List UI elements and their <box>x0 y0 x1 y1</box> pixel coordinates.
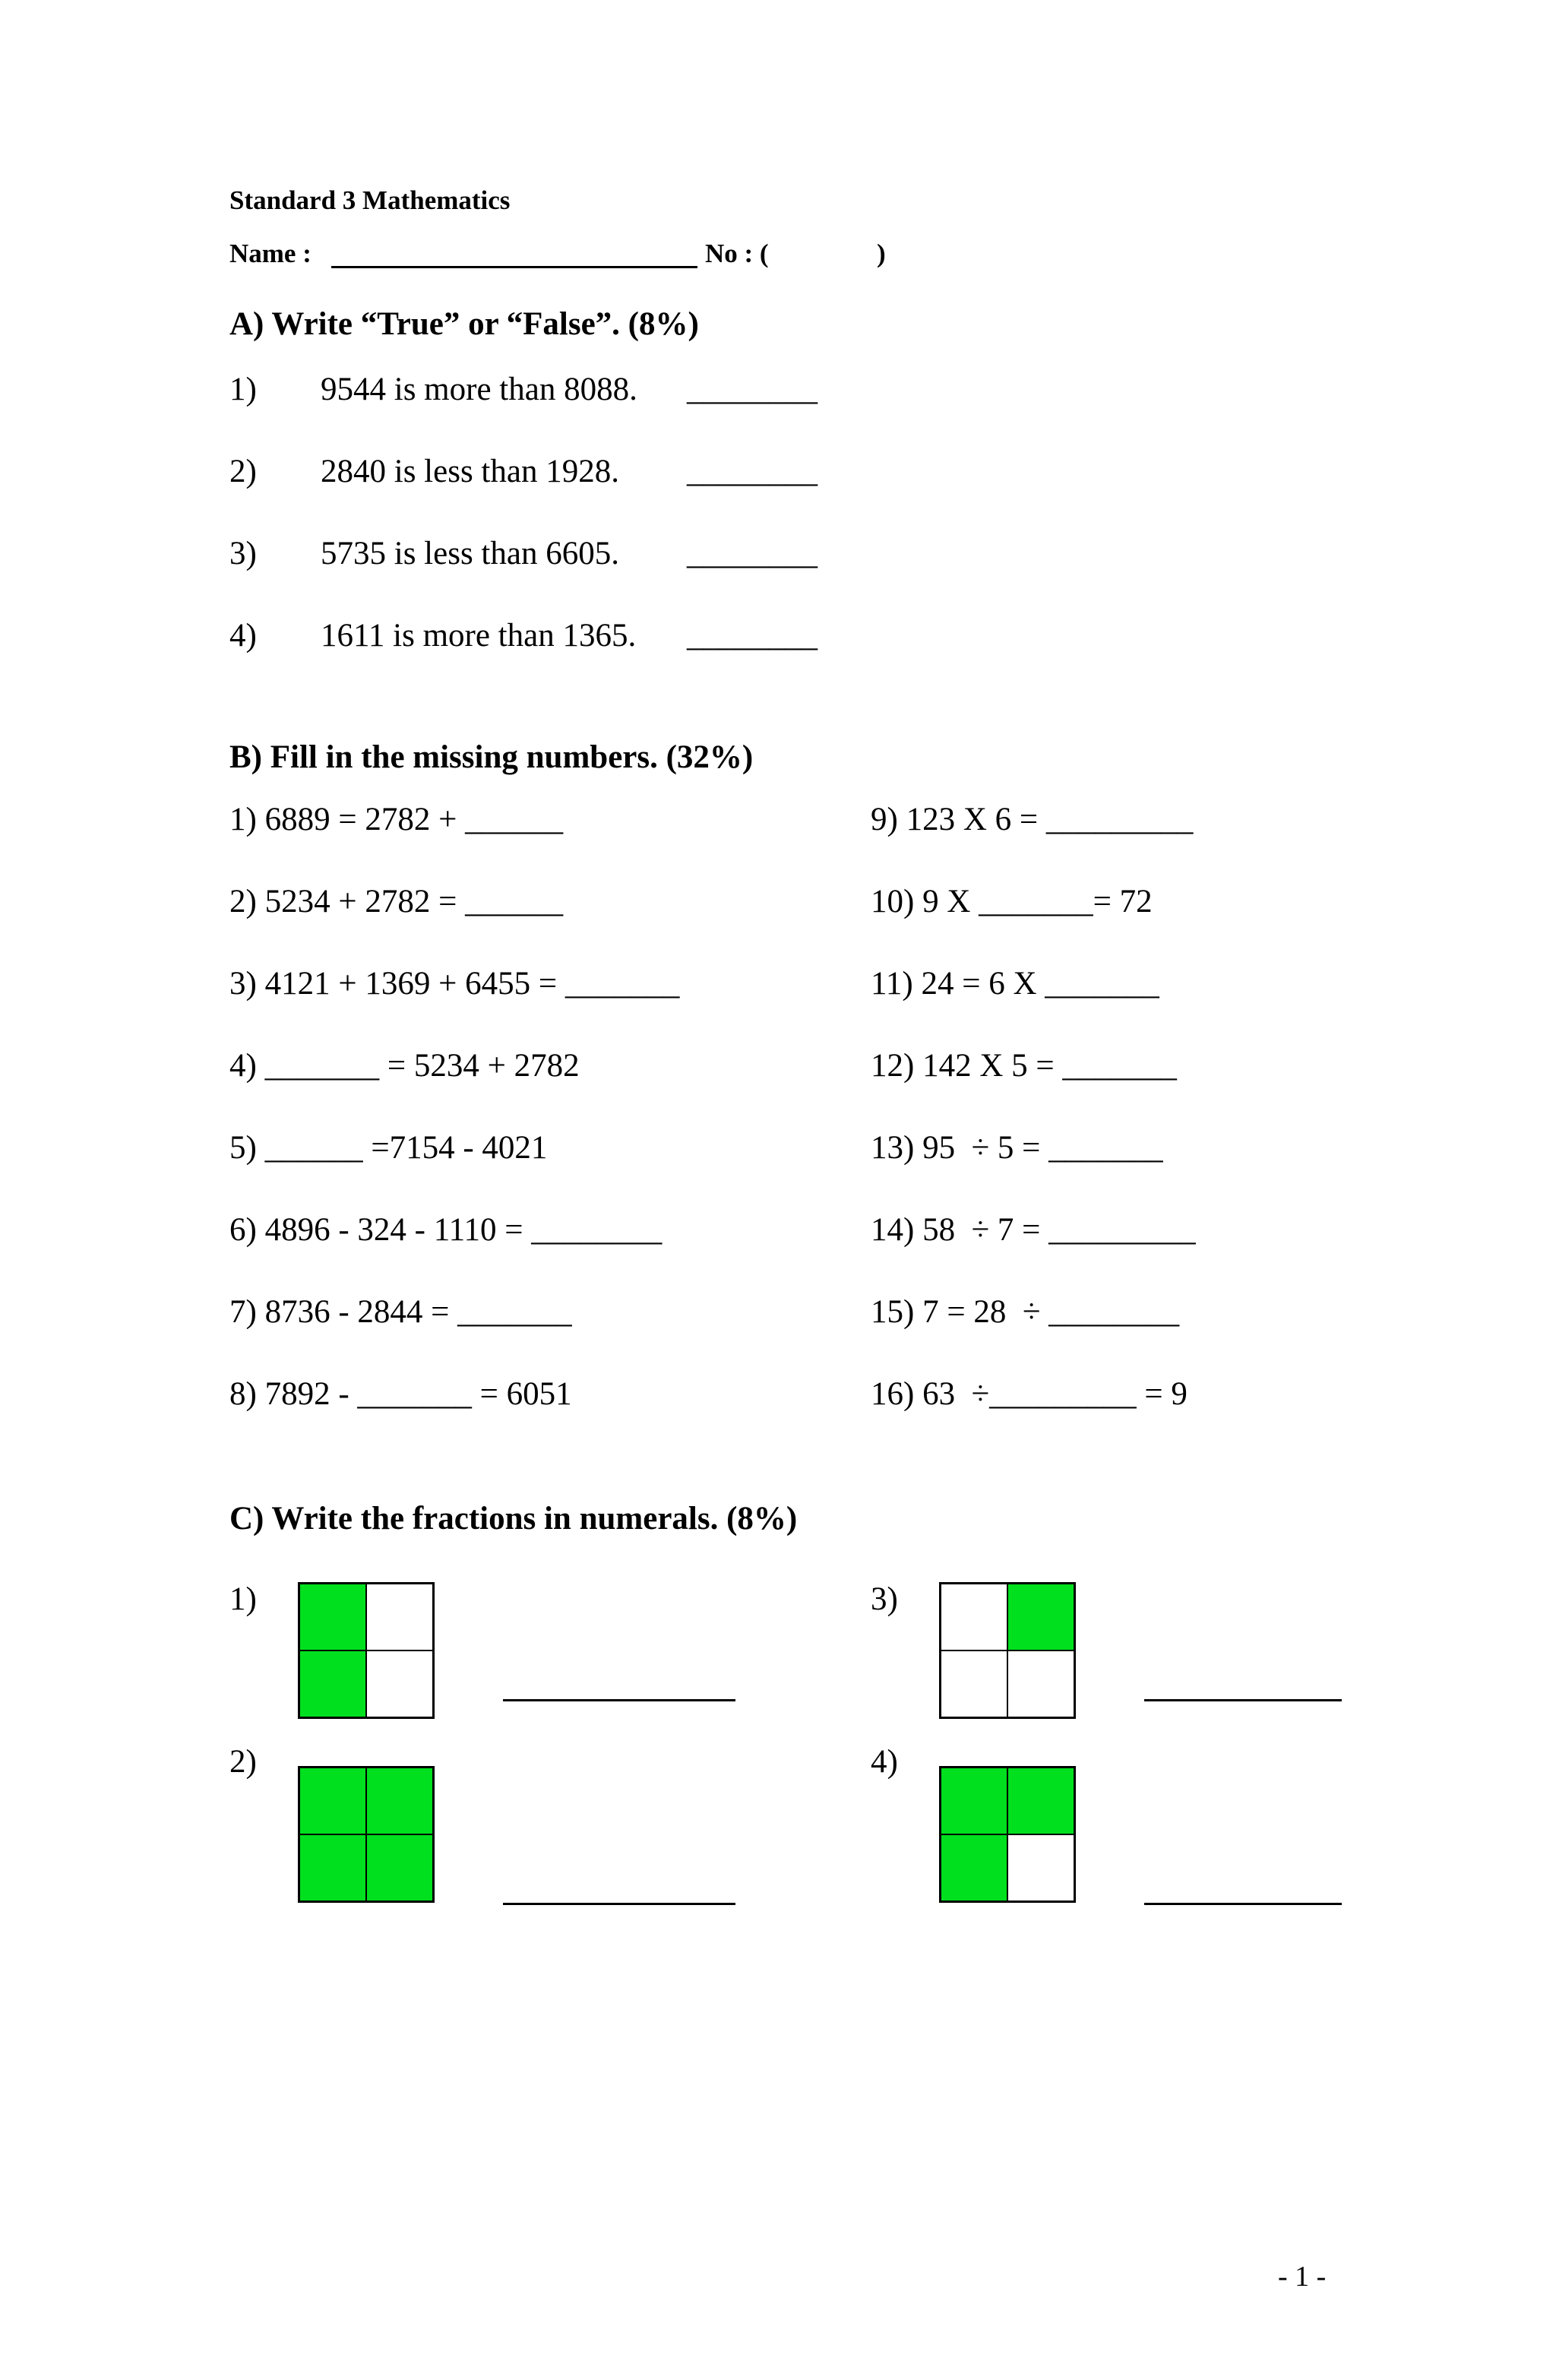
section-b-heading: B) Fill in the missing numbers. (32%) <box>229 739 754 775</box>
fraction-grid <box>298 1582 435 1719</box>
grid-cell <box>1007 1650 1074 1717</box>
grid-cell <box>941 1650 1007 1717</box>
question-item[interactable]: 5) ______ =7154 - 4021 <box>229 1130 548 1166</box>
section-a-item-text: 2840 is less than 1928. <box>321 454 619 489</box>
question-item[interactable]: 3) 4121 + 1369 + 6455 = _______ <box>229 966 680 1002</box>
answer-line[interactable] <box>1144 1903 1342 1905</box>
section-c-heading: C) Write the fractions in numerals. (8%) <box>229 1501 798 1537</box>
fraction-grid <box>939 1582 1076 1719</box>
answer-blank[interactable]: ________ <box>687 454 818 489</box>
question-item[interactable]: 9) 123 X 6 = _________ <box>871 802 1194 837</box>
fraction-item-number: 2) <box>229 1744 257 1780</box>
section-a-item-text: 9544 is more than 8088. <box>321 372 637 407</box>
question-item[interactable]: 15) 7 = 28 ÷ ________ <box>871 1294 1180 1330</box>
question-item[interactable]: 16) 63 ÷_________ = 9 <box>871 1376 1188 1412</box>
section-a-item-number: 2) <box>229 454 257 489</box>
question-item[interactable]: 12) 142 X 5 = _______ <box>871 1048 1177 1084</box>
number-label: No : ( <box>705 239 769 268</box>
section-a-item-number: 3) <box>229 536 257 571</box>
grid-cell-shaded <box>366 1768 433 1834</box>
question-item[interactable]: 13) 95 ÷ 5 = _______ <box>871 1130 1163 1166</box>
grid-cell <box>366 1650 433 1717</box>
grid-cell-shaded <box>941 1834 1007 1901</box>
grid-cell-shaded <box>1007 1584 1074 1650</box>
grid-cell-shaded <box>941 1768 1007 1834</box>
question-item[interactable]: 8) 7892 - _______ = 6051 <box>229 1376 572 1412</box>
answer-line[interactable] <box>503 1903 735 1905</box>
grid-cell-shaded <box>299 1768 366 1834</box>
fraction-item-number: 4) <box>871 1744 898 1780</box>
page-number: - 1 - <box>1278 2261 1327 2293</box>
grid-cell <box>366 1584 433 1650</box>
answer-blank[interactable]: ________ <box>687 372 818 407</box>
section-a-item-text: 5735 is less than 6605. <box>321 536 619 571</box>
answer-line[interactable] <box>503 1699 735 1701</box>
grid-cell-shaded <box>299 1834 366 1901</box>
fraction-item-number: 3) <box>871 1581 898 1617</box>
name-label: Name : <box>229 239 312 268</box>
section-a-item-number: 4) <box>229 618 257 654</box>
section-a-item-number: 1) <box>229 372 257 407</box>
worksheet-title: Standard 3 Mathematics <box>229 185 511 215</box>
grid-cell-shaded <box>366 1834 433 1901</box>
grid-cell-shaded <box>299 1584 366 1650</box>
answer-blank[interactable]: ________ <box>687 618 818 654</box>
fraction-grid <box>298 1766 435 1903</box>
answer-line[interactable] <box>1144 1699 1342 1701</box>
question-item[interactable]: 4) _______ = 5234 + 2782 <box>229 1048 580 1084</box>
answer-blank[interactable]: ________ <box>687 536 818 571</box>
question-item[interactable]: 14) 58 ÷ 7 = _________ <box>871 1212 1196 1248</box>
question-item[interactable]: 2) 5234 + 2782 = ______ <box>229 884 564 919</box>
question-item[interactable]: 6) 4896 - 324 - 1110 = ________ <box>229 1212 663 1248</box>
question-item[interactable]: 1) 6889 = 2782 + ______ <box>229 802 564 837</box>
grid-cell-shaded <box>299 1650 366 1717</box>
grid-cell <box>1007 1834 1074 1901</box>
question-item[interactable]: 10) 9 X _______= 72 <box>871 884 1153 919</box>
grid-cell <box>941 1584 1007 1650</box>
fraction-grid <box>939 1766 1076 1903</box>
fraction-item-number: 1) <box>229 1581 257 1617</box>
section-a-heading: A) Write “True” or “False”. (8%) <box>229 306 699 342</box>
question-item[interactable]: 7) 8736 - 2844 = _______ <box>229 1294 572 1330</box>
question-item[interactable]: 11) 24 = 6 X _______ <box>871 966 1159 1002</box>
number-close-paren: ) <box>877 239 886 268</box>
name-field[interactable] <box>331 266 697 268</box>
grid-cell-shaded <box>1007 1768 1074 1834</box>
section-a-item-text: 1611 is more than 1365. <box>321 618 637 654</box>
